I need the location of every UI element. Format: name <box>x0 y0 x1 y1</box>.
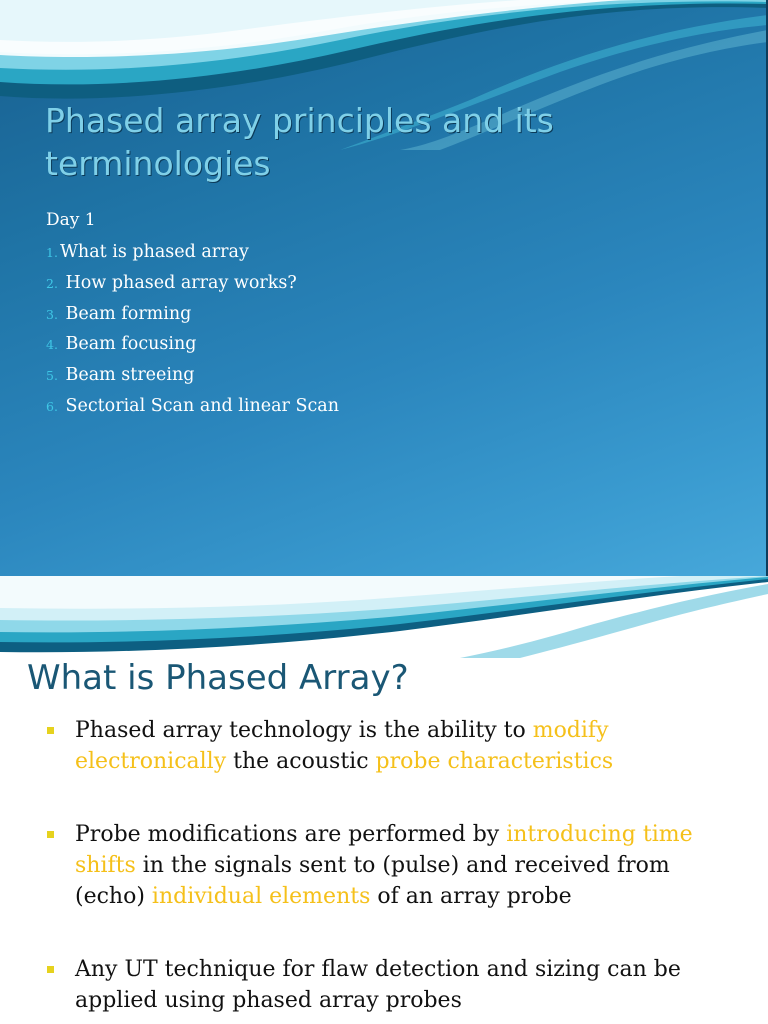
agenda-item-number: 6. <box>46 398 58 414</box>
agenda-item <box>46 299 339 330</box>
agenda-item <box>46 329 339 360</box>
bullet-item <box>47 819 727 912</box>
agenda-item-number: 5. <box>46 368 58 384</box>
slide-2 <box>0 576 768 1024</box>
agenda-item-number: 4. <box>46 337 58 353</box>
agenda-item-text: Beam focusing <box>59 334 197 355</box>
agenda-item-text: How phased array works? <box>59 272 297 293</box>
bullet-item <box>47 954 727 1016</box>
bullet-highlight: modify electronically <box>75 718 609 774</box>
bullet-square-icon <box>47 966 54 973</box>
agenda-item-text: Sectorial Scan and linear Scan <box>59 395 339 416</box>
bullet-text <box>75 954 727 1016</box>
bullet-highlight: probe characteristics <box>375 749 614 774</box>
agenda-list <box>46 237 339 422</box>
slide-2-title: What is Phased Array? <box>27 658 409 698</box>
bullet-square-icon <box>47 831 54 838</box>
agenda-item <box>46 360 339 391</box>
slide-1-title: Phased array principles and its terminologies <box>45 101 554 183</box>
agenda-item-number: 2. <box>46 275 58 291</box>
agenda-item-number: 3. <box>46 306 58 322</box>
bullet-text <box>75 715 727 777</box>
agenda-item-text: Beam forming <box>59 303 192 324</box>
agenda-item-number: 1. <box>46 245 58 260</box>
agenda-item <box>46 237 339 268</box>
bullet-text-part: in the signals sent to (pulse) and received from (echo) <box>75 853 670 909</box>
agenda-item-text: Beam streeing <box>59 365 195 386</box>
bullet-text-part: Phased array technology is the ability to <box>75 718 533 743</box>
agenda-item <box>46 268 339 299</box>
bullet-text-part: of an array probe <box>370 884 572 909</box>
bullet-square-icon <box>47 727 54 734</box>
bullet-text-part: the acoustic <box>226 749 376 774</box>
bullet-item <box>47 715 727 777</box>
wave-decoration-top <box>0 576 768 666</box>
bullet-text-part: Any UT technique for flaw detection and sizing can be applied using phased array probes <box>75 957 681 1013</box>
agenda-item <box>46 391 339 422</box>
bullet-text <box>75 819 727 912</box>
agenda-item-text: What is phased array <box>59 242 249 262</box>
slide-1-subtitle: Day 1 <box>46 210 96 230</box>
bullet-text-part: Probe modifications are performed by <box>75 822 507 847</box>
bullet-highlight: introducing time shifts <box>75 822 693 878</box>
bullet-highlight: individual elements <box>151 884 371 909</box>
